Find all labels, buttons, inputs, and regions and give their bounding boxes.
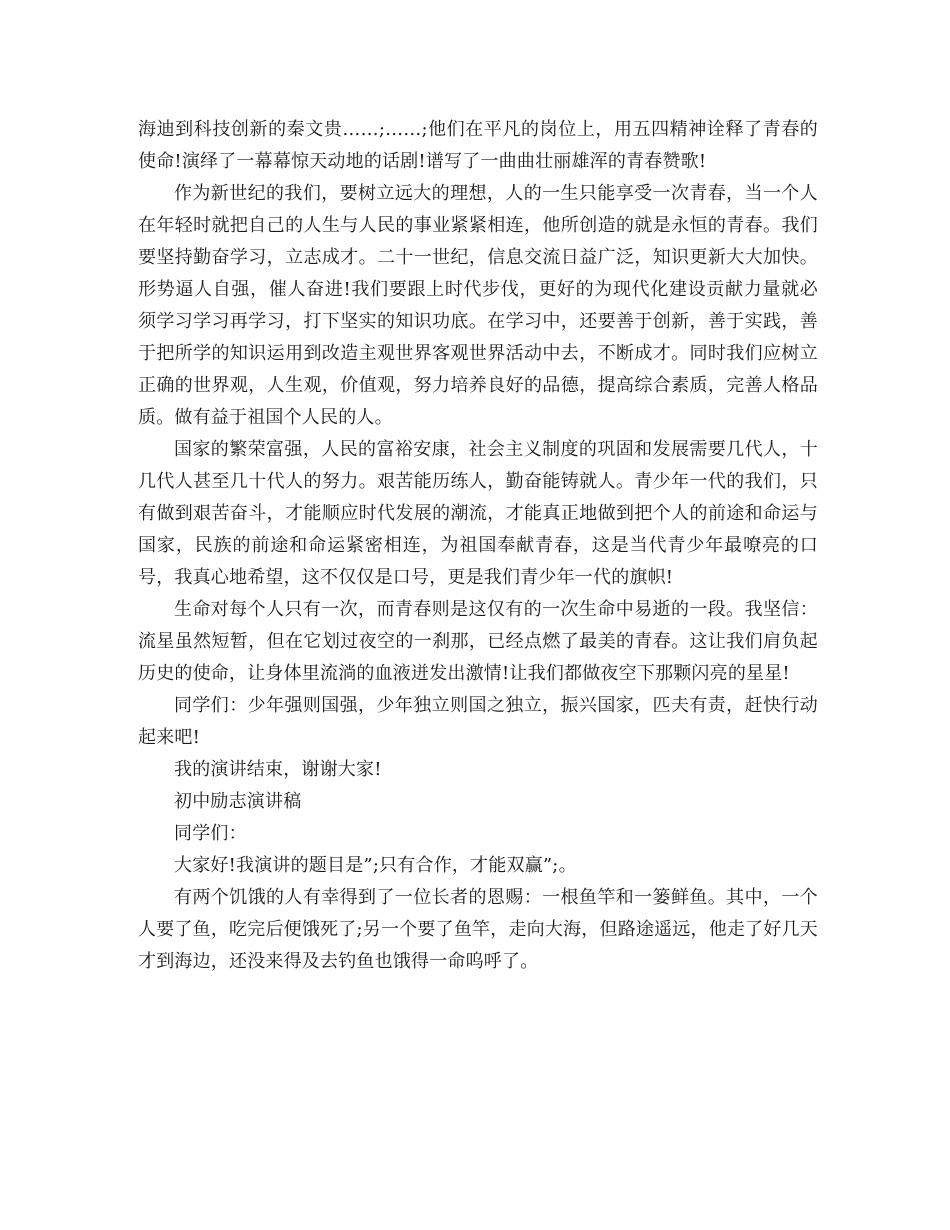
paragraph-10: 有两个饥饿的人有幸得到了一位长者的恩赐：一根鱼竿和一篓鲜鱼。其中，一个人要了鱼，吃完后便饿死了;另一个要了鱼竿，走向大海，但路途遥远，他走了好几天才到海边，还没来得及去钓鱼也饿得一命呜呼了。 [138,887,818,972]
paragraph-4: 生命对每个人只有一次，而青春则是这仅有的一次生命中易逝的一段。我坚信：流星虽然短暂，但在它划过夜空的一刹那，已经点燃了最美的青春。这让我们肩负起历史的使命，让身体里流淌的血液迸发出激情!让我们都做夜空下那颗闪亮的星星! [138,599,818,684]
paragraph-6: 我的演讲结束，谢谢大家! [174,759,382,780]
paragraph-1: 海迪到科技创新的秦文贵……;……;他们在平凡的岗位上，用五四精神诠释了青春的使命!演绎了一幕幕惊天动地的话剧!谱写了一曲曲壮丽雄浑的青春赞歌! [138,119,818,172]
paragraph-5: 同学们：少年强则国强，少年独立则国之独立，振兴国家，匹夫有责，赶快行动起来吧! [138,695,818,748]
paragraph-2: 作为新世纪的我们，要树立远大的理想，人的一生只能享受一次青春，当一个人在年轻时就把自己的人生与人民的事业紧紧相连，他所创造的就是永恒的青春。我们要坚持勤奋学习，立志成才。二十一世纪，信息交流日益广泛，知识更新大大加快。形势逼人自强，催人奋进!我们要跟上时代步伐，更好的为现代化建设贡献力量就必须学习学习再学习，打下坚实的知识功底。在学习中，还要善于创新，善于实践，善于把所学的知识运用到改造主观世界客观世界活动中去，不断成才。同时我们应树立正确的世界观，人生观，价值观，努力培养良好的品德，提高综合素质，完善人格品质。做有益于祖国个人民的人。 [138,183,818,428]
document-body [138,114,818,978]
section-title: 初中励志演讲稿 [174,791,302,812]
paragraph-9: 大家好!我演讲的题目是”;只有合作，才能双赢”;。 [174,855,577,876]
paragraph-3: 国家的繁荣富强，人民的富裕安康，社会主义制度的巩固和发展需要几代人，十几代人甚至几十代人的努力。艰苦能历练人，勤奋能铸就人。青少年一代的我们，只有做到艰苦奋斗，才能顺应时代发展的潮流，才能真正地做到把个人的前途和命运与国家，民族的前途和命运紧密相连，为祖国奉献青春，这是当代青少年最嘹亮的口号，我真心地希望，这不仅仅是口号，更是我们青少年一代的旗帜! [138,439,818,588]
salutation: 同学们： [174,823,247,844]
